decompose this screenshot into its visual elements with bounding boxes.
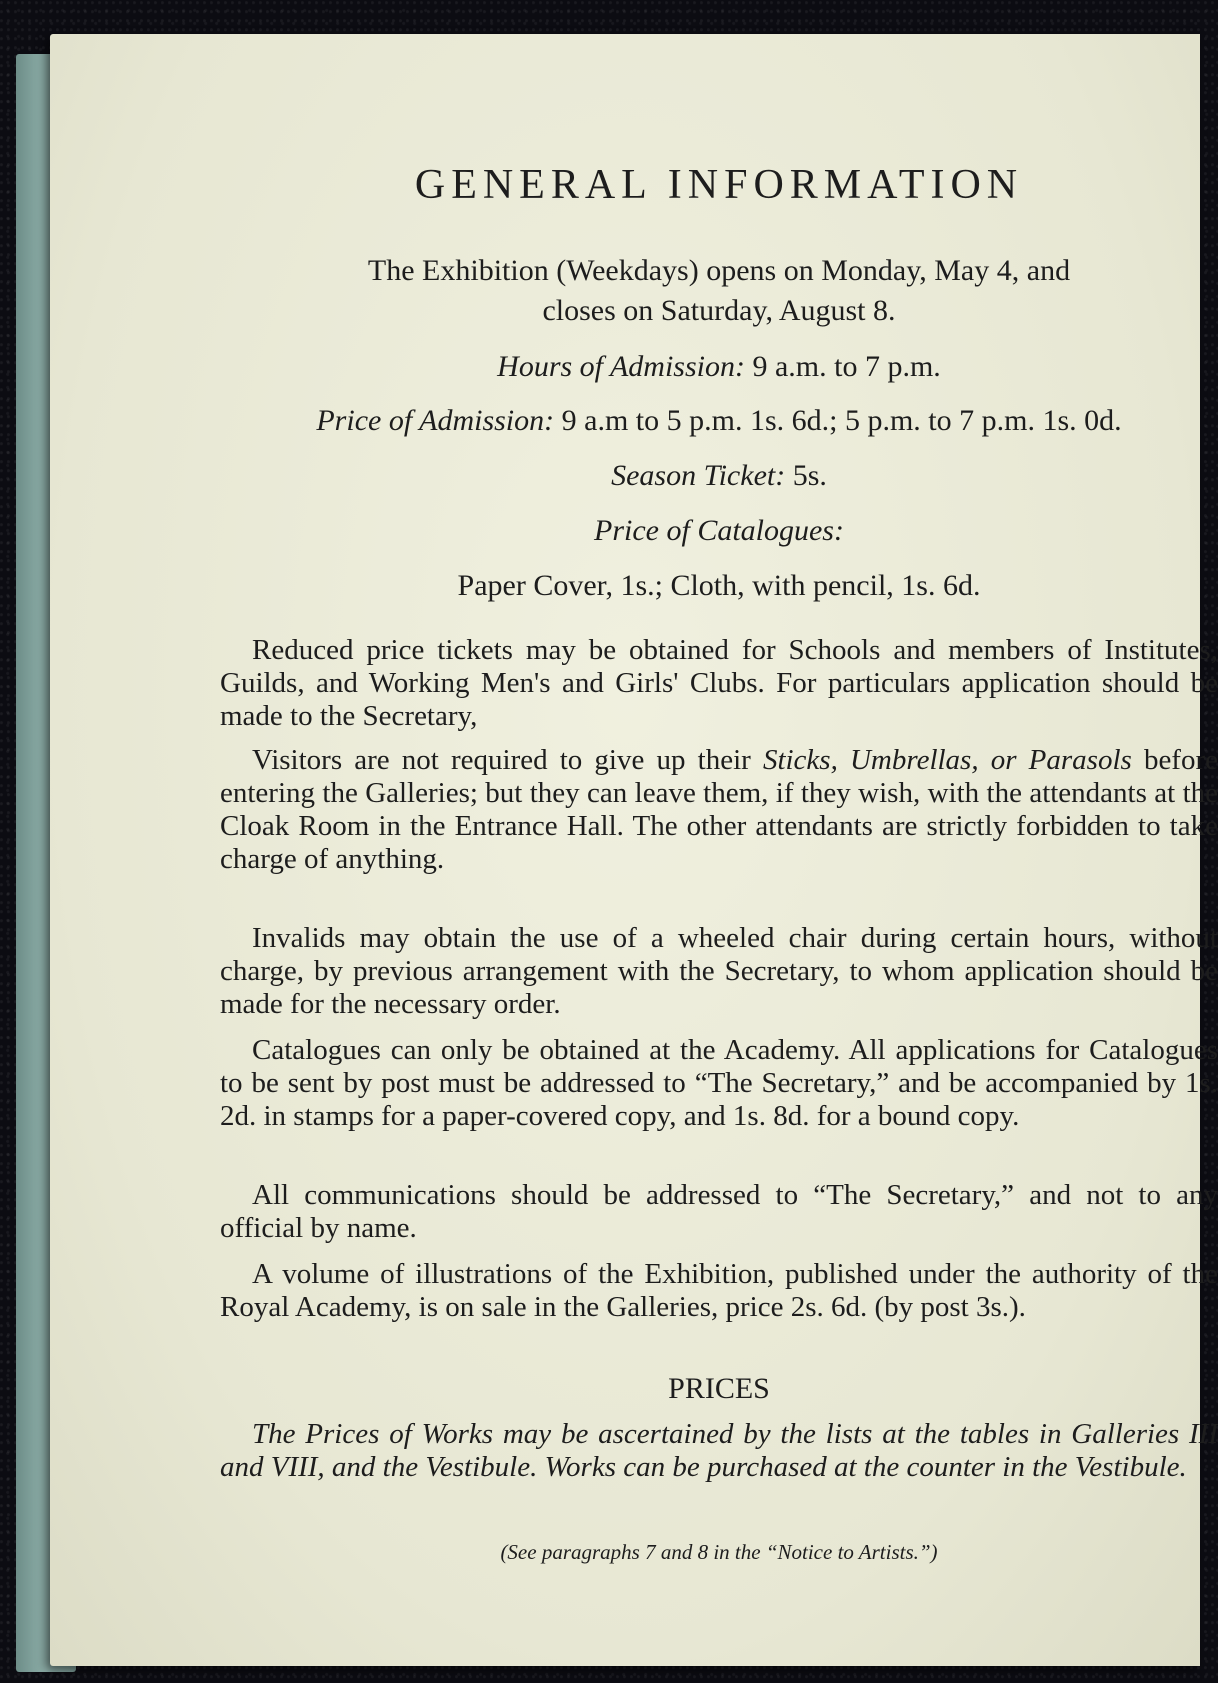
season-value: 5s. bbox=[792, 459, 827, 492]
price-value: 9 a.m to 5 p.m. 1s. 6d.; 5 p.m. to 7 p.m. 1s. 0d. bbox=[561, 404, 1122, 437]
hours-value: 9 a.m. to 7 p.m. bbox=[752, 350, 941, 383]
paragraph-invalids: Invalids may obtain the use of a wheeled chair during certain hours, without charge, by previous arrangement with the Secretary, to whom application should be made for the necessary order. bbox=[220, 922, 1218, 1020]
price-label: Price of Admission: bbox=[316, 404, 555, 437]
schedule-line-2: closes on Saturday, August 8. bbox=[542, 294, 896, 327]
paragraph-illustrations-volume: A volume of illustrations of the Exhibition, published under the authority of the Royal Academy, is on sale in the Galleries, price 2s. 6d. (by post 3s.). bbox=[220, 1258, 1218, 1323]
visitors-italic-items: Sticks, Umbrellas, or Parasols bbox=[762, 744, 1132, 776]
paragraph-communications: All communications should be addressed to “The Secretary,” and not to any official by name. bbox=[220, 1179, 1218, 1244]
hours-of-admission bbox=[220, 352, 1218, 382]
visitors-text-a: Visitors are not required to give up their bbox=[252, 744, 763, 776]
prices-heading: PRICES bbox=[668, 1372, 770, 1405]
season-ticket bbox=[220, 461, 1218, 491]
page-title: GENERAL INFORMATION bbox=[414, 162, 1024, 208]
catalogues-label: Price of Catalogues: bbox=[594, 514, 844, 547]
paragraph-reduced-tickets: Reduced price tickets may be obtained for Schools and members of Institutes, Guilds, and Working Men's and Girls' Clubs. For particulars application should be made to the Secretary, bbox=[220, 634, 1218, 732]
prices-body: The Prices of Works may be ascertained by the lists at the tables in Galleries III and VIII, and the Vestibule. Works can be purchased at the counter in the Vestibule. bbox=[220, 1418, 1218, 1483]
schedule-line-1: The Exhibition (Weekdays) opens on Monday, May 4, and bbox=[367, 254, 1071, 287]
season-label: Season Ticket: bbox=[611, 459, 786, 492]
hours-label: Hours of Admission: bbox=[497, 350, 745, 383]
visitors-text-b: before entering the Galleries; but they can leave them, if they wish, with the attendants at the Cloak Room in the Entrance Hall. The other attendants are strictly forbidden to take charge of anything. bbox=[220, 744, 1218, 875]
paragraph-catalogue-orders: Catalogues can only be obtained at the Academy. All applications for Catalogues to be sent by post must be addressed to “The Secretary,” and be accompanied by 1s. 2d. in stamps for a paper-covered copy, and 1s. 8d. for a bound copy. bbox=[220, 1034, 1218, 1132]
price-of-admission bbox=[220, 406, 1218, 436]
catalogues-value: Paper Cover, 1s.; Cloth, with pencil, 1s. 6d. bbox=[457, 569, 981, 602]
document-page bbox=[50, 34, 1218, 1666]
paragraph-visitors bbox=[220, 744, 1218, 876]
prices-footnote: (See paragraphs 7 and 8 in the “Notice to Artists.”) bbox=[500, 1540, 938, 1564]
